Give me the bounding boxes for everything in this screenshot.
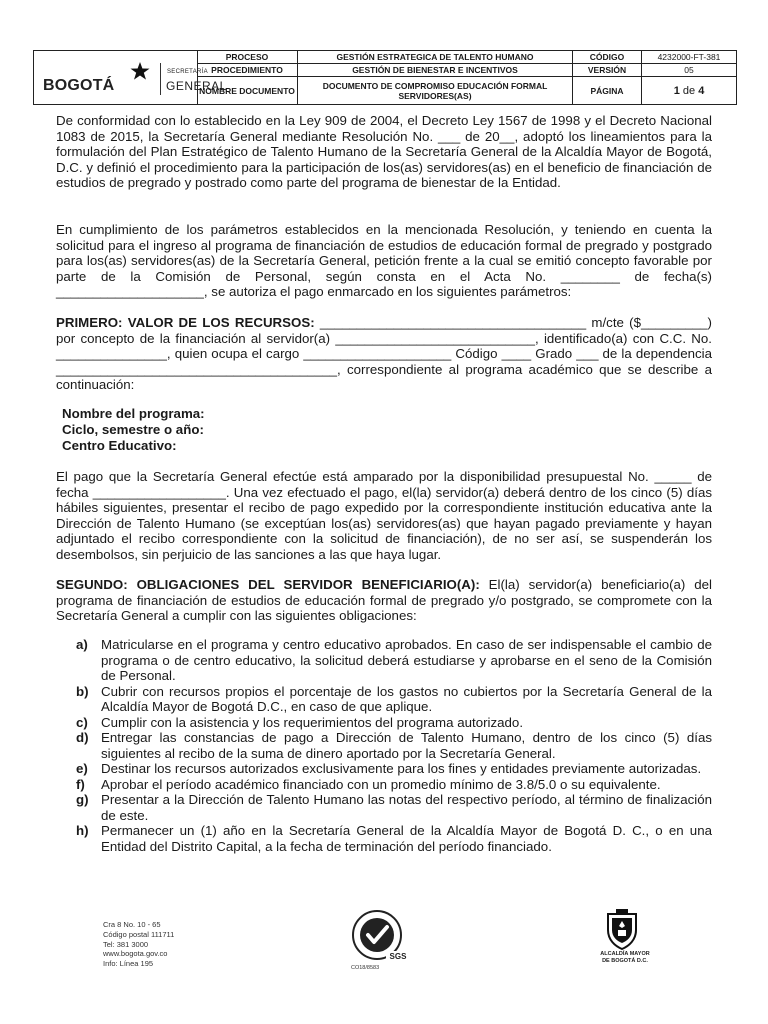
logo-divider	[160, 63, 161, 95]
logo-secretaria: SECRETARÍA	[167, 69, 208, 75]
address-line: Cra 8 No. 10 - 65	[103, 920, 161, 929]
header-value-nombre-documento: DOCUMENTO DE COMPROMISO EDUCACIÓN FORMAL SERVIDORES(AS)	[298, 77, 573, 104]
cert-sgs-label: SGS	[389, 952, 407, 961]
address-line: Código postal 111711	[103, 929, 175, 939]
list-item-letter: g)	[76, 792, 89, 807]
header-info-table	[197, 51, 736, 104]
footer-address	[103, 920, 174, 969]
list-item	[56, 823, 712, 854]
field-ciclo: Ciclo, semestre o año:	[62, 422, 204, 437]
page-total: 4	[698, 84, 705, 97]
header-label-procedimiento: PROCEDIMIENTO	[197, 64, 298, 77]
header-value-version: 05	[642, 64, 736, 77]
segundo-title: SEGUNDO: OBLIGACIONES DEL SERVIDOR BENEFICIARIO(A):	[56, 577, 480, 592]
alcaldia-line1: ALCALDÍA MAYOR	[600, 951, 650, 957]
list-item-text: Presentar a la Dirección de Talento Humano las notas del respectivo período, al término de finalización de este.	[101, 792, 712, 823]
field-nombre-programa: Nombre del programa:	[62, 406, 205, 421]
list-item-text: Entregar las constancias de pago a Dirección de Talento Humano, dentro de los cinco (5) días siguientes al recibo de la suma de dinero aportado por la Secretaría General.	[101, 730, 712, 761]
document-header	[33, 50, 737, 105]
list-item	[56, 777, 712, 793]
primero-title: PRIMERO: VALOR DE LOS RECURSOS:	[56, 315, 315, 330]
address-line: Tel: 381 3000	[103, 939, 149, 949]
list-item	[56, 761, 712, 777]
alcaldia-label	[585, 951, 665, 964]
alcaldia-line2: DE BOGOTÁ D.C.	[602, 957, 648, 964]
header-value-proceso: GESTIÓN ESTRATEGICA DE TALENTO HUMANO	[298, 51, 573, 64]
header-label-nombre-documento: NOMBRE DOCUMENTO	[197, 77, 298, 104]
list-item-text: Cumplir con la asistencia y los requerimientos del programa autorizado.	[101, 714, 524, 730]
header-value-procedimiento: GESTIÓN DE BIENESTAR E INCENTIVOS	[298, 64, 573, 77]
coat-of-arms-icon	[604, 908, 640, 950]
list-item-letter: a)	[76, 637, 88, 652]
list-item-letter: b)	[76, 683, 89, 699]
list-item	[56, 792, 712, 823]
header-label-proceso: PROCESO	[197, 51, 298, 64]
star-icon	[129, 61, 151, 81]
list-item	[56, 715, 712, 731]
list-item-letter: f)	[76, 776, 85, 792]
list-item-text: Cubrir con recursos propios el porcentaje de los gastos no cubiertos por la Secretaría General de la Alcaldía Mayor de Bogotá D.C., en caso de que aplique.	[101, 683, 712, 714]
list-item	[56, 684, 712, 715]
cert-code: CO18/8583	[351, 965, 380, 971]
list-item	[56, 637, 712, 684]
program-fields	[62, 406, 205, 454]
page-number: 1	[673, 84, 680, 97]
section-segundo	[56, 577, 712, 624]
header-value-pagina	[642, 77, 736, 104]
list-item-letter: e)	[76, 761, 88, 776]
section-primero	[56, 315, 712, 393]
segundo-text: El(la) servidor(a) beneficiario(a) del programa de financiación de estudios de educación formal de pregrado y/o postgrado, se compromete con la Secretaría General a cumplir con las siguientes obligaciones:	[56, 577, 712, 623]
list-item	[56, 730, 712, 761]
primero-text: ____________________________________ m/cte ($_________) por concepto de la financiación al servidor(a) ___________________________, identificado(a) con C.C. No. _______________, quien ocupa el cargo ____________________ Código ____ Grado ___ de la dependencia ______________________________________, correspondiente al programa académico que se describe a continuación:	[56, 315, 712, 392]
obligations-list	[56, 637, 712, 854]
paragraph-pago: El pago que la Secretaría General efectúe está amparado por la disponibilidad presupuestal No. _____ de fecha __________________. Una vez efectuado el pago, el(la) servidor(a) deberá dentro de los cinco (5) días hábiles siguientes, presentar el recibo de pago expedido por la correspondiente institución educativa ante la Dirección de Talento Humano (se exceptúan los(as) servidores(as) que hayan pagado previamente y hayan adjuntado el recibo correspondiente con la solicitud de financiación), de no ser así, se suspenderán los desembolsos, sin perjuicio de las sanciones a las que haya lugar.	[56, 469, 712, 562]
list-item-letter: h)	[76, 823, 89, 838]
list-item-text: Destinar los recursos autorizados exclusivamente para los fines y entidades previamente autorizadas.	[101, 761, 702, 776]
page-of: de	[682, 84, 696, 97]
header-value-codigo: 4232000-FT-381	[642, 51, 736, 64]
list-item-letter: d)	[76, 730, 89, 745]
logo-bogota-secretaria-general	[34, 51, 227, 104]
list-item-letter: c)	[76, 714, 88, 730]
list-item-text: Matricularse en el programa y centro educativo aprobados. En caso de ser indispensable el cambio de programa o de centro educativo, la solicitud deberá estudiarse y aprobarse en el seno de la Comisión de Personal.	[101, 637, 712, 683]
list-item-text: Aprobar el período académico financiado con un promedio mínimo de 3.8/5.0 o su equivalente.	[101, 776, 661, 792]
logo-city-name: BOGOTÁ	[43, 77, 115, 94]
header-label-pagina: PÁGINA	[573, 77, 642, 104]
sgs-certification-seal-icon	[346, 905, 412, 971]
paragraph-intro: De conformidad con lo establecido en la Ley 909 de 2004, el Decreto Ley 1567 de 1998 y el Decreto Nacional 1083 de 2015, la Secretaría General mediante Resolución No. ___ de 20__, adoptó los lineamientos para la formulación del Plan Estratégico de Talento Humano de la Secretaría General de la Alcaldía Mayor de Bogotá, D.C. y definió el procedimiento para la participación de los(as) servidores(as) en el beneficio de financiación de estudios de pregrado y postrado como parte del programa de bienestar de la Entidad.	[56, 113, 712, 190]
logo-general: GENERAL	[166, 79, 227, 93]
header-label-version: VERSIÓN	[573, 64, 642, 77]
field-centro-educativo: Centro Educativo:	[62, 438, 177, 453]
header-label-codigo: CÓDIGO	[573, 51, 642, 64]
paragraph-cumplimiento: En cumplimiento de los parámetros establecidos en la mencionada Resolución, y teniendo en cuenta la solicitud para el ingreso al programa de financiación de estudios de educación formal de pregrado y postgrado para los(as) servidores(as) de la Secretaría General, petición frente a la cual se emitió concepto favorable por parte de la Comisión de Personal, según consta en el Acta No. ________ de fecha(s) ____________________, se autoriza el pago enmarcado en los siguientes parámetros:	[56, 222, 712, 299]
address-line: www.bogota.gov.co	[103, 949, 168, 959]
address-line: Info: Línea 195	[103, 959, 154, 969]
list-item-text: Permanecer un (1) año en la Secretaría General de la Alcaldía Mayor de Bogotá D. C., o en una Entidad del Distrito Capital, a la fecha de terminación del período financiado.	[101, 823, 712, 854]
